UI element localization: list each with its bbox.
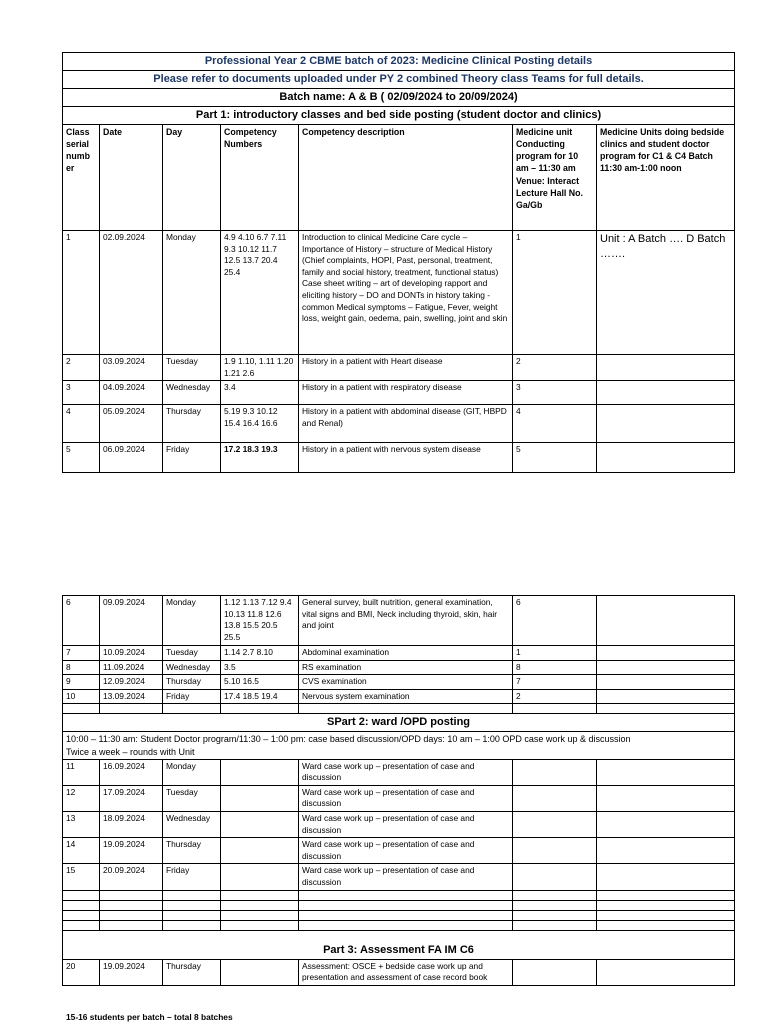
competency-cell: 17.2 18.3 19.3 <box>221 443 299 473</box>
part1-title: Part 1: introductory classes and bed side posting (student doctor and clinics) <box>63 107 735 125</box>
table-row <box>63 689 735 704</box>
table-row <box>63 864 735 890</box>
serial-cell: 13 <box>63 812 100 838</box>
part3-title: Part 3: Assessment FA IM C6 <box>63 930 735 959</box>
day-cell: Tuesday <box>163 646 221 661</box>
day-cell: Wednesday <box>163 660 221 675</box>
description-cell: History in a patient with nervous system disease <box>299 443 513 473</box>
bedside-cell <box>597 959 735 985</box>
bedside-cell <box>597 355 735 381</box>
day-cell: Monday <box>163 759 221 785</box>
col-unit: Medicine unit Conducting program for 10 am – 11:30 am Venue: Interact Lecture Hall No. Ga/Gb <box>513 125 597 231</box>
document-title: Professional Year 2 CBME batch of 2023: Medicine Clinical Posting details <box>63 53 735 71</box>
unit-cell <box>513 812 597 838</box>
unit-cell: 6 <box>513 596 597 646</box>
competency-cell <box>221 812 299 838</box>
description-cell: Ward case work up – presentation of case and discussion <box>299 759 513 785</box>
competency-cell: 1.9 1.10, 1.11 1.20 1.21 2.6 <box>221 355 299 381</box>
day-cell: Monday <box>163 231 221 355</box>
description-cell: Abdominal examination <box>299 646 513 661</box>
bedside-cell <box>597 759 735 785</box>
competency-cell: 5.10 16.5 <box>221 675 299 690</box>
bedside-cell <box>597 646 735 661</box>
bedside-cell <box>597 381 735 405</box>
serial-cell: 9 <box>63 675 100 690</box>
bedside-cell: Unit : A Batch …. D Batch ……. <box>597 231 735 355</box>
competency-cell <box>221 759 299 785</box>
bedside-cell <box>597 838 735 864</box>
col-competency: Competency Numbers <box>221 125 299 231</box>
unit-cell: 1 <box>513 231 597 355</box>
serial-cell: 1 <box>63 231 100 355</box>
competency-cell <box>221 864 299 890</box>
date-cell: 13.09.2024 <box>100 689 163 704</box>
day-cell: Monday <box>163 596 221 646</box>
unit-cell: 4 <box>513 405 597 443</box>
col-description: Competency description <box>299 125 513 231</box>
competency-cell <box>221 838 299 864</box>
date-cell: 20.09.2024 <box>100 864 163 890</box>
part2-title: SPart 2: ward /OPD posting <box>63 714 735 732</box>
bedside-cell <box>597 689 735 704</box>
bedside-cell <box>597 675 735 690</box>
unit-cell: 2 <box>513 689 597 704</box>
unit-cell: 8 <box>513 660 597 675</box>
description-cell: Ward case work up – presentation of case and discussion <box>299 785 513 811</box>
posting-table-part1 <box>62 52 735 473</box>
date-cell: 05.09.2024 <box>100 405 163 443</box>
date-cell: 17.09.2024 <box>100 785 163 811</box>
day-cell: Friday <box>163 443 221 473</box>
part2-note-rounds: Twice a week – rounds with Unit <box>66 746 195 757</box>
serial-cell: 14 <box>63 838 100 864</box>
serial-cell: 3 <box>63 381 100 405</box>
serial-cell: 10 <box>63 689 100 704</box>
serial-cell: 12 <box>63 785 100 811</box>
unit-cell <box>513 785 597 811</box>
table-row <box>63 959 735 985</box>
description-cell: History in a patient with abdominal disease (GIT, HBPD and Renal) <box>299 405 513 443</box>
document-subtitle: Please refer to documents uploaded under PY 2 combined Theory class Teams for full details. <box>63 71 735 89</box>
date-cell: 19.09.2024 <box>100 838 163 864</box>
date-cell: 02.09.2024 <box>100 231 163 355</box>
day-cell: Thursday <box>163 959 221 985</box>
unit-cell: 7 <box>513 675 597 690</box>
bedside-cell <box>597 405 735 443</box>
unit-cell: 2 <box>513 355 597 381</box>
table-row <box>63 759 735 785</box>
date-cell: 11.09.2024 <box>100 660 163 675</box>
table-row <box>63 443 735 473</box>
table-row <box>63 675 735 690</box>
table-row <box>63 381 735 405</box>
description-cell: Ward case work up – presentation of case and discussion <box>299 838 513 864</box>
serial-cell: 2 <box>63 355 100 381</box>
description-cell: RS examination <box>299 660 513 675</box>
col-bedside: Medicine Units doing bedside clinics and student doctor program for C1 & C4 Batch 11:30 am-1:00 noon <box>597 125 735 231</box>
table-row <box>63 646 735 661</box>
table-row <box>63 596 735 646</box>
unit-cell <box>513 759 597 785</box>
unit-cell: 5 <box>513 443 597 473</box>
description-cell: History in a patient with Heart disease <box>299 355 513 381</box>
description-cell: Ward case work up – presentation of case and discussion <box>299 812 513 838</box>
col-day: Day <box>163 125 221 231</box>
table-row <box>63 405 735 443</box>
date-cell: 09.09.2024 <box>100 596 163 646</box>
date-cell: 19.09.2024 <box>100 959 163 985</box>
bedside-cell <box>597 660 735 675</box>
table-row <box>63 812 735 838</box>
footnote: 15-16 students per batch – total 8 batches <box>66 1012 233 1022</box>
serial-cell: 15 <box>63 864 100 890</box>
description-cell: History in a patient with respiratory disease <box>299 381 513 405</box>
table-row <box>63 231 735 355</box>
batch-name: Batch name: A & B ( 02/09/2024 to 20/09/2024) <box>63 89 735 107</box>
competency-cell: 1.14 2.7 8.10 <box>221 646 299 661</box>
competency-cell <box>221 785 299 811</box>
unit-cell <box>513 838 597 864</box>
competency-cell: 3.4 <box>221 381 299 405</box>
day-cell: Wednesday <box>163 812 221 838</box>
serial-cell: 8 <box>63 660 100 675</box>
date-cell: 06.09.2024 <box>100 443 163 473</box>
table-row <box>63 660 735 675</box>
col-date: Date <box>100 125 163 231</box>
unit-cell <box>513 959 597 985</box>
day-cell: Wednesday <box>163 381 221 405</box>
day-cell: Tuesday <box>163 355 221 381</box>
part2-note-schedule: 10:00 – 11:30 am: Student Doctor program/11:30 – 1:00 pm: case based discussion/OPD days: 10 am – 1:00 OPD case work up & discussion <box>66 734 631 745</box>
serial-cell: 20 <box>63 959 100 985</box>
description-cell: Introduction to clinical Medicine Care cycle – Importance of History – structure of Medical History (Chief complaints, HOPI, Past, personal, treatment, family and social history, treatment, functional status) Case sheet writing – art of developing rapport and eliciting history – DO and DONTs in history taking - common Medical symptoms – Fatigue, Fever, weight loss, weight gain, oedema, pain, swelling, joint and skin <box>299 231 513 355</box>
competency-cell: 1.12 1.13 7.12 9.4 10.13 11.8 12.6 13.8 15.5 20.5 25.5 <box>221 596 299 646</box>
bedside-cell <box>597 443 735 473</box>
description-cell: CVS examination <box>299 675 513 690</box>
serial-cell: 5 <box>63 443 100 473</box>
day-cell: Tuesday <box>163 785 221 811</box>
competency-cell <box>221 959 299 985</box>
serial-cell: 4 <box>63 405 100 443</box>
posting-table-part2 <box>62 595 735 986</box>
date-cell: 04.09.2024 <box>100 381 163 405</box>
date-cell: 10.09.2024 <box>100 646 163 661</box>
competency-cell: 17.4 18.5 19.4 <box>221 689 299 704</box>
competency-cell: 5.19 9.3 10.12 15.4 16.4 16.6 <box>221 405 299 443</box>
col-serial: Class serial numb er <box>63 125 100 231</box>
day-cell: Thursday <box>163 405 221 443</box>
table-row <box>63 355 735 381</box>
part2-notes <box>63 732 735 759</box>
day-cell: Thursday <box>163 838 221 864</box>
description-cell: Ward case work up – presentation of case and discussion <box>299 864 513 890</box>
bedside-cell <box>597 596 735 646</box>
day-cell: Friday <box>163 689 221 704</box>
unit-cell: 1 <box>513 646 597 661</box>
date-cell: 18.09.2024 <box>100 812 163 838</box>
serial-cell: 6 <box>63 596 100 646</box>
bedside-cell <box>597 864 735 890</box>
unit-cell <box>513 864 597 890</box>
unit-cell: 3 <box>513 381 597 405</box>
day-cell: Thursday <box>163 675 221 690</box>
competency-cell: 4.9 4.10 6.7 7.11 9.3 10.12 11.7 12.5 13.7 20.4 25.4 <box>221 231 299 355</box>
description-cell: General survey, built nutrition, general examination, vital signs and BMI, Neck including thyroid, skin, hair and joint <box>299 596 513 646</box>
date-cell: 12.09.2024 <box>100 675 163 690</box>
bedside-cell <box>597 785 735 811</box>
serial-cell: 7 <box>63 646 100 661</box>
day-cell: Friday <box>163 864 221 890</box>
description-cell: Assessment: OSCE + bedside case work up and presentation and assessment of case record book <box>299 959 513 985</box>
serial-cell: 11 <box>63 759 100 785</box>
description-cell: Nervous system examination <box>299 689 513 704</box>
date-cell: 16.09.2024 <box>100 759 163 785</box>
date-cell: 03.09.2024 <box>100 355 163 381</box>
bedside-cell <box>597 812 735 838</box>
table-row <box>63 838 735 864</box>
table-row <box>63 785 735 811</box>
competency-cell: 3.5 <box>221 660 299 675</box>
